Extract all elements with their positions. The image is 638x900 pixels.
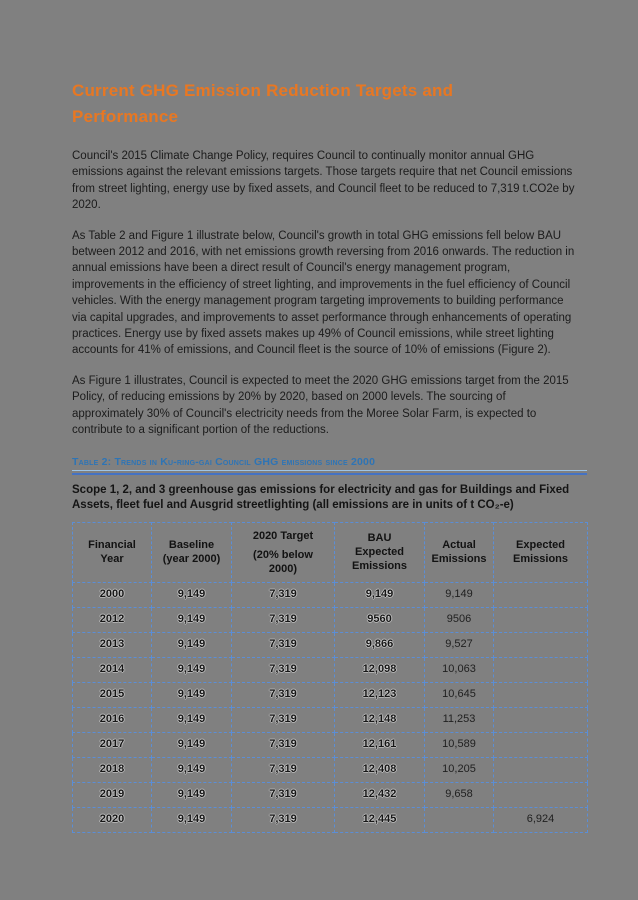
col-header-actual [425,522,494,582]
cell-expected [494,682,588,707]
cell-actual [425,807,494,832]
cell-baseline: 9,149 [152,657,232,682]
caption-rule [72,470,587,475]
col-header-label: Expected Emissions [512,539,569,565]
cell-target: 7,319 [232,707,335,732]
paragraph-outlook: As Figure 1 illustrates, Council is expected to meet the 2020 GHG emissions target from the 2015 Policy, of reducing emissions by 20% by 2020, based on 2000 levels. The sourcing of approximately 30% of Council's electricity needs from the Moree Solar Farm, is expected to contribute to a significant portion of the reductions. [72,374,569,437]
cell-year: 2018 [73,757,152,782]
cell-expected [494,632,588,657]
cell-expected [494,582,588,607]
emissions-table [72,522,588,833]
table-row [73,757,588,782]
col-header-2020-target [232,522,335,582]
table-row [73,582,588,607]
cell-actual: 9,527 [425,632,494,657]
table-row [73,657,588,682]
cell-actual: 9506 [425,607,494,632]
cell-bau: 9560 [335,607,425,632]
table-header-row [73,522,588,582]
cell-expected [494,657,588,682]
cell-year: 2016 [73,707,152,732]
cell-expected [494,782,588,807]
cell-actual: 11,253 [425,707,494,732]
cell-actual: 10,063 [425,657,494,682]
cell-bau: 12,123 [335,682,425,707]
cell-bau: 12,098 [335,657,425,682]
cell-bau: 12,432 [335,782,425,807]
col-header-label: Financial Year [88,539,136,565]
cell-expected [494,707,588,732]
cell-target: 7,319 [232,632,335,657]
cell-expected [494,757,588,782]
cell-actual: 10,205 [425,757,494,782]
cell-bau: 12,445 [335,807,425,832]
cell-target: 7,319 [232,607,335,632]
col-header-expected [494,522,588,582]
cell-year: 2000 [73,582,152,607]
cell-target: 7,319 [232,782,335,807]
table-row [73,607,588,632]
table-note: Scope 1, 2, and 3 greenhouse gas emissions for electricity and gas for Buildings and Fixed Assets, fleet fuel and Ausgrid streetlighting (all emissions are in units of t CO₂-e) [72,483,570,511]
cell-expected [494,607,588,632]
cell-baseline: 9,149 [152,782,232,807]
cell-bau: 9,149 [335,582,425,607]
col-header-label: Baseline (year 2000) [162,539,221,565]
col-header-bau-expected [335,522,425,582]
table-row [73,807,588,832]
cell-baseline: 9,149 [152,757,232,782]
cell-target: 7,319 [232,757,335,782]
table-row [73,682,588,707]
cell-year: 2015 [73,682,152,707]
table-caption: Table 2: Trends in Ku-ring-gai Council GHG emissions since 2000 [72,455,376,468]
col-header-label: 2020 Target [252,529,314,542]
cell-target: 7,319 [232,682,335,707]
cell-actual: 9,149 [425,582,494,607]
cell-bau: 12,161 [335,732,425,757]
cell-baseline: 9,149 [152,607,232,632]
cell-year: 2017 [73,732,152,757]
cell-baseline: 9,149 [152,707,232,732]
table-row [73,707,588,732]
table-row [73,632,588,657]
cell-actual: 10,645 [425,682,494,707]
table-row [73,782,588,807]
col-header-label: Actual Emissions [431,539,487,565]
table-row [73,732,588,757]
page-title: Current GHG Emission Reduction Targets and Performance [72,81,454,126]
col-header-sub: (20% below 2000) [253,548,313,575]
cell-baseline: 9,149 [152,732,232,757]
cell-expected [494,732,588,757]
cell-target: 7,319 [232,582,335,607]
col-header-baseline [152,522,232,582]
cell-year: 2019 [73,782,152,807]
cell-bau: 12,408 [335,757,425,782]
cell-target: 7,319 [232,657,335,682]
col-header-financial-year [73,522,152,582]
cell-year: 2014 [73,657,152,682]
cell-target: 7,319 [232,807,335,832]
cell-bau: 9,866 [335,632,425,657]
paragraph-trends: As Table 2 and Figure 1 illustrate below, Council's growth in total GHG emissions fell below BAU between 2012 and 2016, with net emissions growth reversing from 2016 onwards. The reduction in annual emissions have been a direct result of Council's energy management program, improvements in the efficiency of street lighting, and improvements in the fuel efficiency of Council vehicles. With the energy management program targeting improvements to building performance via capital upgrades, and improvements to asset performance through enhancements of operating practices. Energy use by fixed assets makes up 49% of Council emissions, while street lighting accounts for 41% of emissions, and Council fleet is the source of 10% of emissions (Figure 2). [72,229,575,357]
cell-actual: 9,658 [425,782,494,807]
cell-baseline: 9,149 [152,582,232,607]
cell-baseline: 9,149 [152,682,232,707]
cell-baseline: 9,149 [152,632,232,657]
cell-target: 7,319 [232,732,335,757]
cell-bau: 12,148 [335,707,425,732]
col-header-label: BAU Expected Emissions [351,532,408,572]
cell-year: 2012 [73,607,152,632]
cell-baseline: 9,149 [152,807,232,832]
cell-year: 2020 [73,807,152,832]
cell-year: 2013 [73,632,152,657]
cell-expected: 6,924 [494,807,588,832]
paragraph-policy: Council's 2015 Climate Change Policy, requires Council to continually monitor annual GHG emissions against the relevant emissions targets. Those targets require that net Council emissions from street lighting, energy use by fixed assets, and Council fleet to be reduced to 7,319 t.CO2e by 2020. [72,150,575,212]
cell-actual: 10,589 [425,732,494,757]
